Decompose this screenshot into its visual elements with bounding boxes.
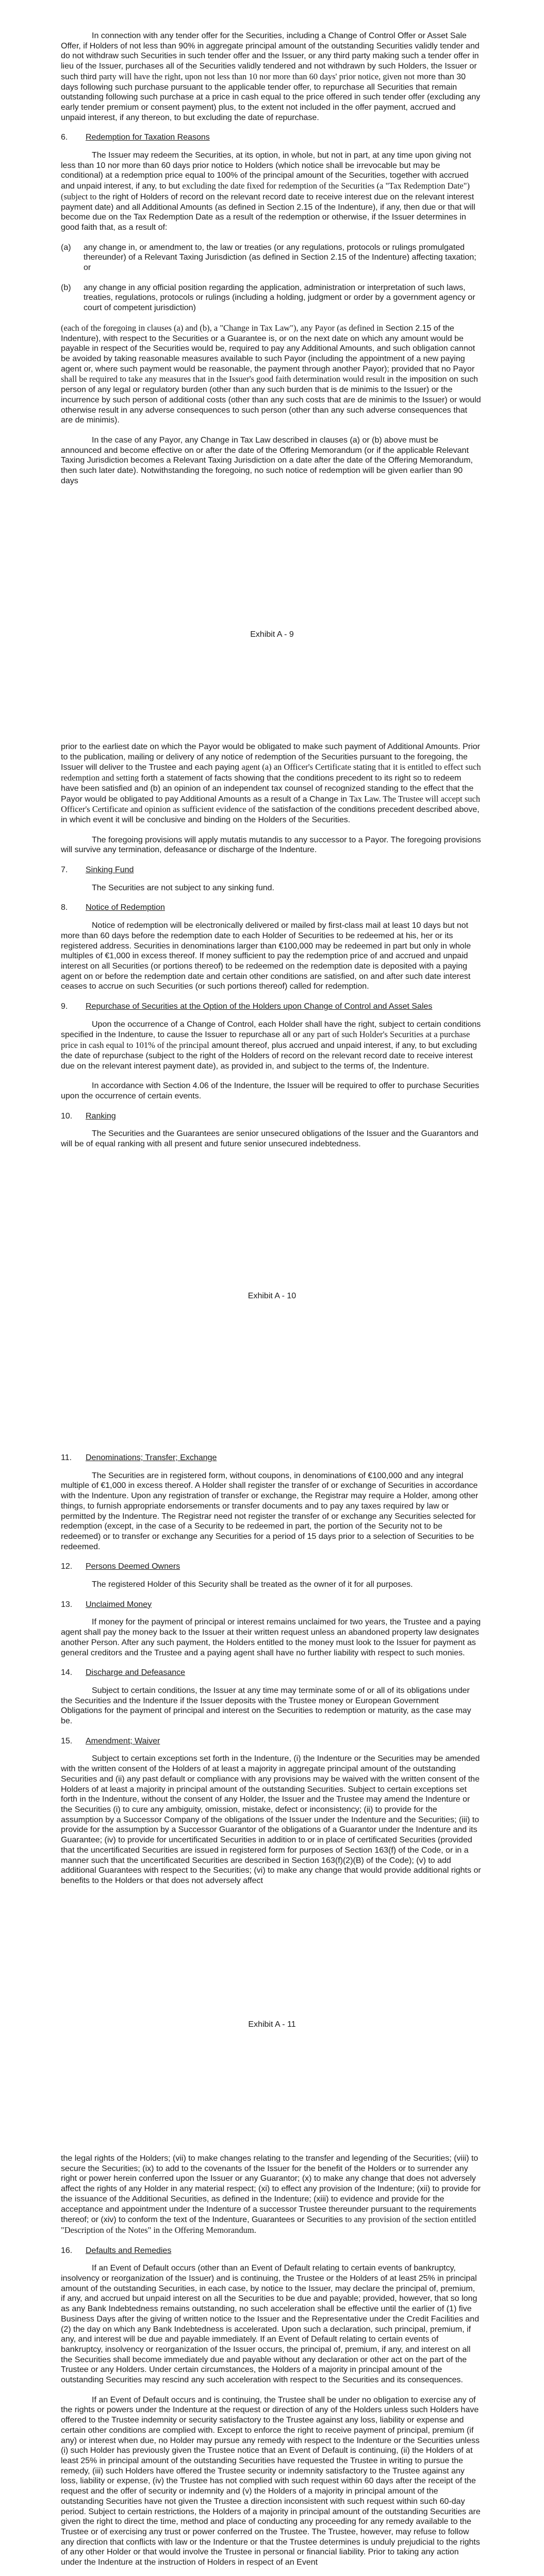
section-heading-7: 7. Sinking Fund (61, 866, 134, 875)
paragraph-notice-of-redemption: Notice of redemption will be electronically delivered or mailed by first-class mail at least 10 days but not more than 60 days before the redemption date to each Holder of Securities to be redeemed at his, her or its registered address. Securities in denominations larger than €100,000 may be redeemed in part but only in whole multiples of €1,000 in excess thereof. If money sufficient to pay the redemption price of and accrued and unpaid interest on all Securities (or portions thereof) to be redeemed on the redemption date is deposited with a paying agent on or before the redemption date and certain other conditions are satisfied, on and after such date interest ceases to accrue on such Securities (or such portions thereof) called for redemption. (61, 921, 471, 991)
section-heading-13: 13. Unclaimed Money (61, 1600, 152, 1609)
paragraph-sinking-fund: The Securities are not subject to any sinking fund. (92, 883, 274, 892)
paragraph-section-4-06: In accordance with Section 4.06 of the Indenture, the Issuer will be required to offer to purchase Securities upon the occurrence of certain events. (61, 1081, 480, 1100)
section-heading-6: 6. Redemption for Taxation Reasons (61, 133, 210, 142)
page-footer: Exhibit A - 11 (248, 2020, 296, 2029)
paragraph-amendment-waiver: Subject to certain exceptions set forth in the Indenture, (i) the Indenture or the Securities may be amended with the written consent of the Holders of at least a majority in aggregate principal amount of the outstanding Securities and (ii) any past default or compliance with any provisions may be waived with the written consent of the Holders of at least a majority in principal amount of the outstanding Securities. Subject to certain exceptions set forth in the Indenture, without the consent of any Holder, the Issuer and the Trustee may amend the Indenture or the Securities (i) to cure any ambiguity, omission, mistake, defect or inconsistency; (ii) to provide for the assumption by a Successor Company of the obligations of the Issuer under the Indenture and the Securities; (iii) to provide for the assumption by a Successor Guarantor of the obligations of a Guarantor under the Indenture and its Guarantee; (iv) to provide for uncertificated Securities in addition to or in place of certificated Securities (provided that the uncertificated Securities are issued in registered form for purposes of Section 163(f) of the Code, or in a manner such that the uncertificated Securities are described in Section 163(f)(2)(B) of the Code); (v) to add additional Guarantees with respect to the Securities; (vi) to make any change that would provide additional rights or benefits to the Holders or that does not adversely affect (61, 1754, 481, 1885)
page-content (61, 742, 481, 1159)
page-exhibit-a-9 (0, 0, 544, 701)
section-heading-9: 9. Repurchase of Securities at the Option of the Holders upon Change of Control and Asset Sales (61, 1002, 433, 1011)
paragraph-change-in-tax-law-def: (each of the foregoing in clauses (a) and (b), a "Change in Tax Law"), any Payor (as defined in Section 2.15 of the Indenture), with respect to the Securities or a Guarantee is, or on the next date on which any amount would be payable in respect of the Securities would be, required to pay any Additional Amounts, and such obligation cannot be avoided by taking reasonable measures available to such Payor (including the appointment of a new paying agent or, where such payment would be reasonable, the payment through another Payor); provided that no Payor shall be required to take any measures that in the Issuer's good faith determination would result in the imposition on such person of any legal or regulatory burden (other than any such burden that is de minimis to the Issuer) or the incurrence by such person of additional costs (other than any such costs that are de minimis to the Issuer) or would otherwise result in any adverse consequences to such person (other than any such adverse consequences that are de minimis). (61, 323, 481, 425)
section-heading-16: 16. Defaults and Remedies (61, 2246, 172, 2255)
section-heading-15: 15. Amendment; Waiver (61, 1736, 160, 1745)
section-heading-12: 12. Persons Deemed Owners (61, 1562, 180, 1571)
page-exhibit-a-10 (0, 701, 544, 1401)
paragraph-persons-deemed-owners: The registered Holder of this Security shall be treated as the owner of it for all purposes. (92, 1580, 413, 1589)
page-content (61, 1453, 481, 1896)
paragraph-denominations: The Securities are in registered form, without coupons, in denominations of €100,000 and any integral multiple of €1,000 in excess thereof. A Holder shall register the transfer of or exchange of Securities in accordance with the Indenture. Upon any registration of transfer or exchange, the Registrar may require a Holder, among other things, to furnish appropriate endorsements or transfer documents and to pay any taxes required by law or permitted by the Indenture. The Registrar need not register the transfer of or exchange any Securities selected for redemption (except, in the case of a Security to be redeemed in part, the portion of the Security not to be redeemed) or to transfer or exchange any Securities for a period of 15 days prior to a selection of Securities to be redeemed. (61, 1471, 479, 1551)
paragraph-change-of-control: In connection with any tender offer for the Securities, including a Change of Control Offer or Asset Sale Offer, if Holders of not less than 90% in aggregate principal amount of the outstanding Securities validly tender and do not withdraw such Securities in such tender offer and the Issuer, or any third party making such a tender offer in lieu of the Issuer, purchases all of the Securities validly tendered and not withdrawn by such Holders, the Issuer or such third party will have the right, upon not less than 10 nor more than 60 days' prior notice, given not more than 30 days following such purchase pursuant to the applicable tender offer, to repurchase all Securities that remain outstanding following such purchase at a price in cash equal to the price offered in such tender offer (excluding any early tender premium or consent payment) plus, to the extent not included in the offer payment, accrued and unpaid interest, if any thereon, to but excluding the date of repurchase. (61, 31, 481, 122)
paragraph-unclaimed-money: If money for the payment of principal or interest remains unclaimed for two years, the Trustee and a paying agent shall pay the money back to the Issuer at their written request unless an abandoned property law designates another Person. After any such payment, the Holders entitled to the money must look to the Issuer for payment as general creditors and the Trustee and a paying agent shall have no further liability with respect to such monies. (61, 1618, 481, 1657)
section-heading-11: 11. Denominations; Transfer; Exchange (61, 1453, 217, 1462)
page-exhibit-a-11 (0, 1401, 544, 2102)
paragraph-event-of-default: If an Event of Default occurs (other than an Event of Default relating to certain events of bankruptcy, insolvency or reorganization of the Issuer) and is continuing, the Trustee or the Holders of at least 25% in principal amount of the outstanding Securities, in each case, by notice to the Issuer, may declare the principal of, premium, if any, and accrued but unpaid interest on all the Securities to be due and payable; provided, however, that so long as any Bank Indebtedness remains outstanding, no such acceleration shall be effective until the earlier of (1) five Business Days after the giving of written notice to the Issuer and the Representative under the Credit Facilities and (2) the day on which any Bank Indebtedness is accelerated. Upon such a declaration, such principal, premium, if any, and interest will be due and payable immediately. If an Event of Default relating to certain events of bankruptcy, insolvency or reorganization of the Issuer occurs, the principal of, premium, if any, and interest on all the Securities shall become immediately due and payable without any declaration or other act on the part of the Trustee or any Holders. Under certain circumstances, the Holders of a majority in principal amount of the outstanding Securities may rescind any such acceleration with respect to the Securities and its consequences. (61, 2264, 480, 2385)
section-heading-14: 14. Discharge and Defeasance (61, 1668, 186, 1677)
paragraph-payor-change-tax: In the case of any Payor, any Change in Tax Law described in clauses (a) or (b) above must be announced and become effective on or after the date of the Offering Memorandum (or if the applicable Relevant Taxing Jurisdiction becomes a Relevant Taxing Jurisdiction on a date after the date of the Offering Memorandum, then such later date). Notwithstanding the foregoing, no such notice of redemption will be given earlier than 90 days (61, 435, 473, 485)
section-heading-8: 8. Notice of Redemption (61, 903, 165, 912)
page-exhibit-a-12 (0, 2102, 544, 2576)
paragraph-trustee-obligation: If an Event of Default occurs and is continuing, the Trustee shall be under no obligation to exercise any of the rights or powers under the Indenture at the request or direction of any of the Holders unless such Holders have offered to the Trustee indemnity or security satisfactory to the Trustee against any loss, liability or expense and certain other conditions are complied with. Except to enforce the right to receive payment of principal, premium (if any) or interest when due, no Holder may pursue any remedy with respect to the Indenture or the Securities unless (i) such Holder has previously given the Trustee notice that an Event of Default is continuing, (ii) the Holders of at least 25% in principal amount of the outstanding Securities have requested the Trustee in writing to pursue the remedy, (iii) such Holders have offered the Trustee security or indemnity satisfactory to the Trustee against any loss, liability or expense, (iv) the Trustee has not complied with such request within 60 days after the receipt of the request and the offer of security or indemnity and (v) the Holders of a majority in principal amount of the outstanding Securities have not given the Trustee a direction inconsistent with such request within such 60-day period. Subject to certain restrictions, the Holders of a majority in principal amount of the outstanding Securities are given the right to direct the time, method and place of conducting any proceeding for any remedy available to the Trustee or of exercising any trust or power conferred on the Trustee. The Trustee, however, may refuse to follow any direction that conflicts with law or the Indenture or that the Trustee determines is unduly prejudicial to the rights of any other Holder or that would involve the Trustee in personal or financial liability. Prior to taking any action under the Indenture at the instruction of Holders in respect of an Event (61, 2395, 481, 2567)
paragraph-tax-redemption: The Issuer may redeem the Securities, at its option, in whole, but not in part, at any time upon giving not less than 10 nor more than 60 days prior notice to Holders (which notice shall be irrevocable but may be conditional) at a redemption price equal to 100% of the principal amount of the Securities, together with accrued and unpaid interest, if any, to but excluding the date fixed for redemption of the Securities (a "Tax Redemption Date") (subject to the right of Holders of record on the relevant record date to receive interest due on the relevant interest payment date) and all Additional Amounts (as defined in Section 2.15 of the Indenture), if any, then due or that will become due on the Tax Redemption Date as a result of the redemption or otherwise, if the Issuer determines in good faith that, as a result of: (61, 151, 475, 232)
paragraph-discharge: Subject to certain conditions, the Issuer at any time may terminate some of or all of its obligations under the Securities and the Indenture if the Issuer deposits with the Trustee money or European Government Obligations for the payment of principal and interest on the Securities to redemption or maturity, as the case may be. (61, 1686, 471, 1726)
page-footer: Exhibit A - 9 (250, 630, 294, 639)
paragraph-ranking: The Securities and the Guarantees are senior unsecured obligations of the Issuer and the Guarantors and will be of equal ranking with all present and future senior unsecured indebtedness. (61, 1129, 479, 1149)
page-content (61, 2154, 481, 2576)
clause-a: (a) any change in, or amendment to, the law or treaties (or any regulations, protocols or rulings promulgated thereunder) of a Relevant Taxing Jurisdiction (as defined in Section 2.15 of the Indenture) affecting taxation; or (61, 243, 476, 273)
paragraph-legal-rights: the legal rights of the Holders; (vii) to make changes relating to the transfer and legending of the Securities; (viii) to secure the Securities; (ix) to add to the covenants of the Issuer for the benefit of the Holders or to surrender any right or power herein conferred upon the Issuer or any Guarantor; (x) to make any change that does not adversely affect the rights of any Holder in any material respect; (xi) to effect any provision of the Indenture; (xii) to provide for the issuance of the Additional Securities, as defined in the Indenture; (xiii) to evidence and provide for the acceptance and appointment under the Indenture of a successor Trustee thereunder pursuant to the requirements thereof; or (xiv) to conform the text of the Indenture, Guarantees or Securities to any provision of the section entitled "Description of the Notes" in the Offering Memorandum. (61, 2154, 481, 2235)
page-footer: Exhibit A - 10 (248, 1292, 296, 1300)
paragraph-prior-to-earliest: prior to the earliest date on which the Payor would be obligated to make such payment of Additional Amounts. Prior to the publication, mailing or delivery of any notice of redemption of the Securities pursuant to the foregoing, the Issuer will deliver to the Trustee and each paying agent (a) an Officer's Certificate stating that it is entitled to effect such redemption and setting forth a statement of facts showing that the conditions precedent to its right so to redeem have been satisfied and (b) an opinion of an independent tax counsel of recognized standing to the effect that the Payor would be obligated to pay Additional Amounts as a result of a Change in Tax Law. The Trustee will accept such Officer's Certificate and opinion as sufficient evidence of the satisfaction of the conditions precedent described above, in which event it will be conclusive and binding on the Holders of the Securities. (61, 742, 481, 824)
page-content (61, 31, 481, 496)
paragraph-mutatis-mutandis: The foregoing provisions will apply mutatis mutandis to any successor to a Payor. The foregoing provisions will survive any termination, defeasance or discharge of the Indenture. (61, 835, 481, 855)
clause-b: (b) any change in any official position regarding the application, administration or interpretation of such laws, treaties, regulations, protocols or rulings (including a holding, judgment or order by a government agency or court of competent jurisdiction) (61, 283, 475, 313)
paragraph-repurchase: Upon the occurrence of a Change of Control, each Holder shall have the right, subject to certain conditions specified in the Indenture, to cause the Issuer to repurchase all or any part of such Holder's Securities at a purchase price in cash equal to 101% of the principal amount thereof, plus accrued and unpaid interest, if any, to but excluding the date of repurchase (subject to the right of the Holders of record on the relevant record date to receive interest due on the relevant interest payment date), as provided in, and subject to the terms of, the Indenture. (61, 1020, 481, 1071)
section-heading-10: 10. Ranking (61, 1111, 116, 1121)
